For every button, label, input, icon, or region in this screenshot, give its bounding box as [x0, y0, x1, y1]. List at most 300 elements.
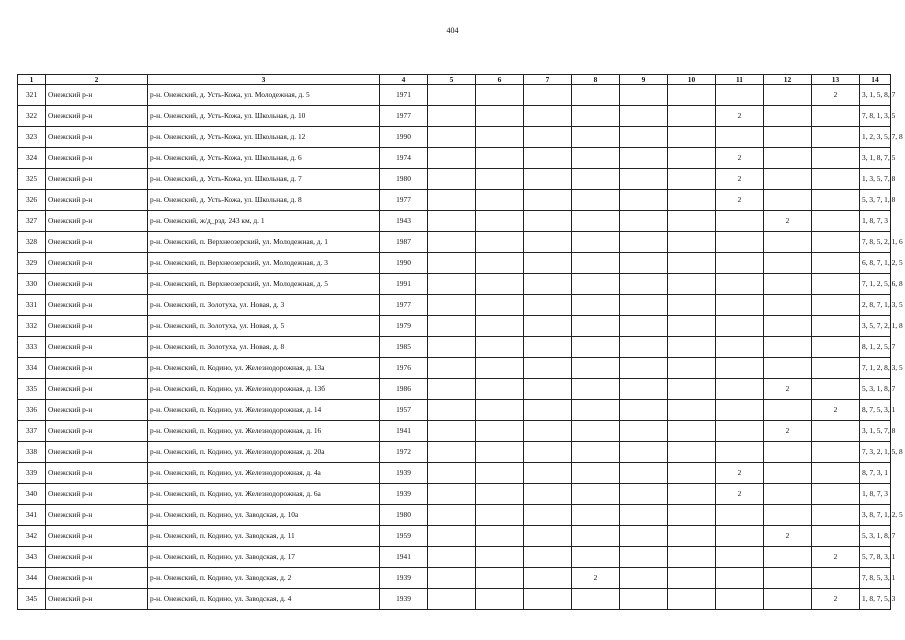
table-cell-col-13 [812, 463, 860, 484]
table-cell-col-10 [668, 106, 716, 127]
table-cell-col-9 [620, 463, 668, 484]
table-cell-col-3: р-н. Онежский, д. Усть-Кожа, ул. Школьная, д. 7 [148, 169, 380, 190]
table-cell-col-5 [428, 148, 476, 169]
table-cell-col-1: 324 [18, 148, 46, 169]
table-cell-col-7 [524, 253, 572, 274]
table-cell-col-5 [428, 358, 476, 379]
table-cell-col-8 [572, 358, 620, 379]
table-cell-col-14: 3, 5, 7, 2, 1, 8 [860, 316, 891, 337]
table-cell-col-11 [716, 253, 764, 274]
table-cell-col-13 [812, 316, 860, 337]
column-header-5: 5 [428, 75, 476, 85]
table-cell-col-12 [764, 169, 812, 190]
table-cell-col-14: 1, 2, 3, 5, 7, 8 [860, 127, 891, 148]
table-cell-col-8 [572, 337, 620, 358]
page-number: 404 [446, 26, 459, 35]
table-cell-col-8 [572, 421, 620, 442]
table-cell-col-1: 338 [18, 442, 46, 463]
table-cell-col-7 [524, 295, 572, 316]
table-cell-col-2: Онежский р-н [46, 400, 148, 421]
table-cell-col-12 [764, 232, 812, 253]
table-cell-col-9 [620, 526, 668, 547]
table-cell-col-9 [620, 295, 668, 316]
table-cell-col-2: Онежский р-н [46, 421, 148, 442]
table-cell-col-10 [668, 274, 716, 295]
table-row [18, 358, 891, 379]
table-cell-col-14: 3, 1, 8, 7, 5 [860, 148, 891, 169]
table-cell-col-9 [620, 253, 668, 274]
table-cell-col-3: р-н. Онежский, д. Усть-Кожа, ул. Школьная, д. 8 [148, 190, 380, 211]
table-cell-col-8 [572, 547, 620, 568]
table-cell-col-8 [572, 442, 620, 463]
column-header-4: 4 [380, 75, 428, 85]
table-cell-col-11 [716, 568, 764, 589]
table-cell-col-9 [620, 148, 668, 169]
table-cell-col-6 [476, 295, 524, 316]
table-cell-col-9 [620, 505, 668, 526]
table-cell-col-6 [476, 253, 524, 274]
table-cell-col-10 [668, 400, 716, 421]
table-cell-col-6 [476, 148, 524, 169]
table-cell-col-11 [716, 400, 764, 421]
table-cell-col-5 [428, 463, 476, 484]
table-cell-col-9 [620, 337, 668, 358]
table-cell-col-5 [428, 526, 476, 547]
table-cell-col-14: 8, 7, 3, 1 [860, 463, 891, 484]
table-cell-col-14: 1, 8, 7, 3 [860, 484, 891, 505]
table-cell-col-6 [476, 358, 524, 379]
table-cell-col-4: 1987 [380, 232, 428, 253]
table-cell-col-3: р-н. Онежский, д. Усть-Кожа, ул. Школьная, д. 10 [148, 106, 380, 127]
table-cell-col-8 [572, 274, 620, 295]
table-cell-col-2: Онежский р-н [46, 379, 148, 400]
table-cell-col-4: 1977 [380, 295, 428, 316]
table-row [18, 295, 891, 316]
table-cell-col-6 [476, 589, 524, 610]
table-row [18, 379, 891, 400]
table-cell-col-13 [812, 295, 860, 316]
table-cell-col-1: 330 [18, 274, 46, 295]
table-cell-col-3: р-н. Онежский, п. Золотуха, ул. Новая, д. 5 [148, 316, 380, 337]
column-header-13: 13 [812, 75, 860, 85]
column-header-12: 12 [764, 75, 812, 85]
table-cell-col-2: Онежский р-н [46, 232, 148, 253]
table-cell-col-7 [524, 169, 572, 190]
table-cell-col-9 [620, 127, 668, 148]
table-row [18, 148, 891, 169]
table-cell-col-1: 328 [18, 232, 46, 253]
table-cell-col-5 [428, 442, 476, 463]
table-cell-col-11 [716, 337, 764, 358]
table-cell-col-9 [620, 358, 668, 379]
table-cell-col-10 [668, 505, 716, 526]
table-cell-col-9 [620, 85, 668, 106]
table-cell-col-13 [812, 274, 860, 295]
table-cell-col-13 [812, 127, 860, 148]
table-cell-col-14: 8, 1, 2, 5, 7 [860, 337, 891, 358]
column-header-6: 6 [476, 75, 524, 85]
table-cell-col-8: 2 [572, 568, 620, 589]
table-row [18, 526, 891, 547]
table-cell-col-3: р-н. Онежский, д. Усть-Кожа, ул. Молодежная, д. 5 [148, 85, 380, 106]
table-cell-col-13: 2 [812, 547, 860, 568]
table-cell-col-6 [476, 337, 524, 358]
table-row [18, 337, 891, 358]
table-cell-col-1: 341 [18, 505, 46, 526]
table-cell-col-2: Онежский р-н [46, 442, 148, 463]
table-cell-col-12 [764, 295, 812, 316]
table-cell-col-1: 323 [18, 127, 46, 148]
table-cell-col-1: 340 [18, 484, 46, 505]
table-cell-col-13 [812, 337, 860, 358]
table-cell-col-9 [620, 442, 668, 463]
table-cell-col-11: 2 [716, 463, 764, 484]
table-row [18, 253, 891, 274]
table-cell-col-3: р-н. Онежский, п. Кодино, ул. Железнодорожная, д. 16 [148, 421, 380, 442]
table-cell-col-13: 2 [812, 85, 860, 106]
table-cell-col-7 [524, 274, 572, 295]
table-row [18, 169, 891, 190]
table-cell-col-1: 345 [18, 589, 46, 610]
column-header-1: 1 [18, 75, 46, 85]
table-cell-col-11 [716, 526, 764, 547]
table-cell-col-8 [572, 169, 620, 190]
table-cell-col-8 [572, 85, 620, 106]
table-cell-col-11 [716, 505, 764, 526]
table-cell-col-14: 1, 8, 7, 5, 3 [860, 589, 891, 610]
table-cell-col-11: 2 [716, 190, 764, 211]
table-cell-col-13 [812, 505, 860, 526]
table-cell-col-12: 2 [764, 211, 812, 232]
table-cell-col-13 [812, 190, 860, 211]
table-cell-col-4: 1972 [380, 442, 428, 463]
table-cell-col-5 [428, 295, 476, 316]
table-cell-col-1: 326 [18, 190, 46, 211]
table-row [18, 442, 891, 463]
table-cell-col-11 [716, 442, 764, 463]
table-cell-col-2: Онежский р-н [46, 505, 148, 526]
table-cell-col-1: 343 [18, 547, 46, 568]
table-cell-col-7 [524, 379, 572, 400]
table-body [18, 85, 903, 610]
table-row [18, 505, 891, 526]
column-header-11: 11 [716, 75, 764, 85]
table-cell-col-1: 336 [18, 400, 46, 421]
table-cell-col-11 [716, 358, 764, 379]
table-cell-col-11: 2 [716, 106, 764, 127]
table-cell-col-3: р-н. Онежский, ж/д_рзд. 243 км, д. 1 [148, 211, 380, 232]
table-cell-col-7 [524, 106, 572, 127]
column-header-8: 8 [572, 75, 620, 85]
table-cell-col-13 [812, 421, 860, 442]
table-cell-col-10 [668, 463, 716, 484]
table-cell-col-6 [476, 463, 524, 484]
table-cell-col-12 [764, 337, 812, 358]
table-cell-col-11 [716, 379, 764, 400]
table-cell-col-11 [716, 295, 764, 316]
table-cell-col-14: 5, 3, 1, 8, 7 [860, 526, 891, 547]
table-row [18, 463, 891, 484]
table-cell-col-3: р-н. Онежский, п. Кодино, ул. Железнодорожная, д. 6а [148, 484, 380, 505]
table-cell-col-3: р-н. Онежский, п. Золотуха, ул. Новая, д. 3 [148, 295, 380, 316]
table-cell-col-2: Онежский р-н [46, 106, 148, 127]
table-cell-col-2: Онежский р-н [46, 463, 148, 484]
table-cell-col-10 [668, 337, 716, 358]
table-cell-col-12 [764, 148, 812, 169]
table-cell-col-2: Онежский р-н [46, 358, 148, 379]
table-cell-col-13 [812, 232, 860, 253]
table-cell-col-1: 322 [18, 106, 46, 127]
table-cell-col-10 [668, 127, 716, 148]
table-cell-col-6 [476, 232, 524, 253]
table-row [18, 106, 891, 127]
table-cell-col-8 [572, 316, 620, 337]
table-cell-col-7 [524, 484, 572, 505]
table-cell-col-7 [524, 547, 572, 568]
table-cell-col-11 [716, 127, 764, 148]
table-cell-col-5 [428, 253, 476, 274]
table-cell-col-9 [620, 400, 668, 421]
table-cell-col-8 [572, 127, 620, 148]
table-cell-col-10 [668, 190, 716, 211]
table-row [18, 211, 891, 232]
table-cell-col-1: 335 [18, 379, 46, 400]
table-cell-col-4: 1957 [380, 400, 428, 421]
table-cell-col-4: 1977 [380, 190, 428, 211]
table-cell-col-1: 344 [18, 568, 46, 589]
column-header-2: 2 [46, 75, 148, 85]
column-header-10: 10 [668, 75, 716, 85]
table-cell-col-12: 2 [764, 379, 812, 400]
housing-registry-table [17, 74, 903, 610]
table-cell-col-2: Онежский р-н [46, 190, 148, 211]
table-cell-col-3: р-н. Онежский, п. Кодино, ул. Заводская, д. 10а [148, 505, 380, 526]
table-cell-col-6 [476, 316, 524, 337]
table-cell-col-13 [812, 442, 860, 463]
table-cell-col-4: 1941 [380, 421, 428, 442]
table-cell-col-13: 2 [812, 400, 860, 421]
table-cell-col-6 [476, 379, 524, 400]
table-cell-col-9 [620, 211, 668, 232]
table-cell-col-1: 337 [18, 421, 46, 442]
table-cell-col-6 [476, 211, 524, 232]
table-cell-col-4: 1980 [380, 169, 428, 190]
table-cell-col-1: 321 [18, 85, 46, 106]
table-cell-col-2: Онежский р-н [46, 127, 148, 148]
table-header [18, 75, 891, 85]
table-cell-col-11 [716, 232, 764, 253]
table-cell-col-9 [620, 379, 668, 400]
table-cell-col-7 [524, 505, 572, 526]
table-cell-col-12 [764, 190, 812, 211]
table-cell-col-10 [668, 358, 716, 379]
table-cell-col-8 [572, 106, 620, 127]
table-cell-col-2: Онежский р-н [46, 484, 148, 505]
table-cell-col-2: Онежский р-н [46, 526, 148, 547]
table-row [18, 589, 891, 610]
table-cell-col-10 [668, 421, 716, 442]
table-cell-col-7 [524, 85, 572, 106]
table-cell-col-3: р-н. Онежский, п. Золотуха, ул. Новая, д. 8 [148, 337, 380, 358]
table-cell-col-8 [572, 295, 620, 316]
table-cell-col-4: 1939 [380, 589, 428, 610]
table-cell-col-3: р-н. Онежский, п. Верхнеозерский, ул. Молодежная, д. 5 [148, 274, 380, 295]
table-cell-col-4: 1979 [380, 316, 428, 337]
table-cell-col-11 [716, 316, 764, 337]
table-cell-col-7 [524, 316, 572, 337]
table-cell-col-7 [524, 589, 572, 610]
table-cell-col-5 [428, 274, 476, 295]
table-cell-col-9 [620, 421, 668, 442]
table-cell-col-14: 1, 3, 5, 7, 8 [860, 169, 891, 190]
table-cell-col-1: 333 [18, 337, 46, 358]
table-cell-col-10 [668, 379, 716, 400]
table-cell-col-3: р-н. Онежский, п. Верхнеозерский, ул. Молодежная, д. 1 [148, 232, 380, 253]
table-cell-col-11 [716, 274, 764, 295]
table-cell-col-5 [428, 400, 476, 421]
table-cell-col-14: 1, 8, 7, 3 [860, 211, 891, 232]
table-cell-col-4: 1990 [380, 127, 428, 148]
table-cell-col-5 [428, 169, 476, 190]
header-row [18, 75, 891, 85]
table-cell-col-1: 327 [18, 211, 46, 232]
table-cell-col-8 [572, 463, 620, 484]
table-cell-col-13 [812, 484, 860, 505]
table-cell-col-6 [476, 547, 524, 568]
table-cell-col-10 [668, 253, 716, 274]
table-cell-col-6 [476, 526, 524, 547]
table-cell-col-5 [428, 568, 476, 589]
table-cell-col-14: 3, 1, 5, 7, 8 [860, 421, 891, 442]
table-cell-col-7 [524, 148, 572, 169]
table-row [18, 85, 891, 106]
table-cell-col-11 [716, 85, 764, 106]
table-cell-col-6 [476, 484, 524, 505]
table-cell-col-10 [668, 568, 716, 589]
table-cell-col-1: 331 [18, 295, 46, 316]
table-cell-col-10 [668, 295, 716, 316]
table-cell-col-5 [428, 421, 476, 442]
table-cell-col-1: 332 [18, 316, 46, 337]
column-header-14: 14 [860, 75, 891, 85]
table-cell-col-6 [476, 442, 524, 463]
table-cell-col-8 [572, 190, 620, 211]
table-cell-col-13 [812, 148, 860, 169]
table-cell-col-3: р-н. Онежский, п. Кодино, ул. Заводская, д. 11 [148, 526, 380, 547]
column-header-9: 9 [620, 75, 668, 85]
table-row [18, 568, 891, 589]
table-cell-col-14: 7, 1, 2, 8, 3, 5 [860, 358, 891, 379]
table-cell-col-4: 1939 [380, 463, 428, 484]
table-row [18, 400, 891, 421]
table-cell-col-12 [764, 253, 812, 274]
table-cell-col-8 [572, 253, 620, 274]
table-cell-col-14: 3, 8, 7, 1, 2, 5 [860, 505, 891, 526]
column-header-7: 7 [524, 75, 572, 85]
table-cell-col-10 [668, 211, 716, 232]
table-cell-col-3: р-н. Онежский, п. Кодино, ул. Железнодорожная, д. 14 [148, 400, 380, 421]
table-cell-col-13: 2 [812, 589, 860, 610]
table-cell-col-10 [668, 85, 716, 106]
table-cell-col-10 [668, 442, 716, 463]
table-cell-col-8 [572, 232, 620, 253]
table-cell-col-9 [620, 232, 668, 253]
table-cell-col-4: 1971 [380, 85, 428, 106]
table-cell-col-4: 1986 [380, 379, 428, 400]
table-cell-col-12 [764, 400, 812, 421]
table-cell-col-5 [428, 547, 476, 568]
table-cell-col-8 [572, 505, 620, 526]
table-row [18, 316, 891, 337]
table-cell-col-3: р-н. Онежский, п. Кодино, ул. Железнодорожная, д. 13а [148, 358, 380, 379]
table-cell-col-10 [668, 547, 716, 568]
table-cell-col-4: 1980 [380, 505, 428, 526]
table-cell-col-7 [524, 463, 572, 484]
table-cell-col-12 [764, 85, 812, 106]
table-cell-col-11 [716, 211, 764, 232]
table-cell-col-12 [764, 127, 812, 148]
table-cell-col-5 [428, 589, 476, 610]
table-cell-col-14: 5, 3, 1, 8, 7 [860, 379, 891, 400]
table-cell-col-12 [764, 106, 812, 127]
table-cell-col-5 [428, 484, 476, 505]
table-cell-col-2: Онежский р-н [46, 316, 148, 337]
table-cell-col-10 [668, 169, 716, 190]
table-cell-col-7 [524, 358, 572, 379]
table-cell-col-7 [524, 337, 572, 358]
table-cell-col-6 [476, 190, 524, 211]
table-cell-col-12 [764, 547, 812, 568]
table-cell-col-5 [428, 505, 476, 526]
table-cell-col-9 [620, 568, 668, 589]
table-cell-col-3: р-н. Онежский, д. Усть-Кожа, ул. Школьная, д. 6 [148, 148, 380, 169]
table-row [18, 232, 891, 253]
table-cell-col-14: 7, 3, 2, 1, 5, 8 [860, 442, 891, 463]
table-cell-col-12 [764, 358, 812, 379]
table-cell-col-14: 5, 3, 7, 1, 8 [860, 190, 891, 211]
table-cell-col-12 [764, 568, 812, 589]
table-cell-col-11 [716, 421, 764, 442]
table-cell-col-12: 2 [764, 526, 812, 547]
table-cell-col-4: 1976 [380, 358, 428, 379]
table-cell-col-7 [524, 232, 572, 253]
table-cell-col-14: 6, 8, 7, 1, 2, 5 [860, 253, 891, 274]
table-cell-col-9 [620, 190, 668, 211]
table-cell-col-7 [524, 442, 572, 463]
table-cell-col-6 [476, 127, 524, 148]
table-cell-col-4: 1939 [380, 484, 428, 505]
table-cell-col-2: Онежский р-н [46, 547, 148, 568]
table-cell-col-8 [572, 211, 620, 232]
table-cell-col-9 [620, 547, 668, 568]
table-cell-col-3: р-н. Онежский, п. Кодино, ул. Железнодорожная, д. 13б [148, 379, 380, 400]
table-cell-col-6 [476, 106, 524, 127]
table-cell-col-9 [620, 316, 668, 337]
table-cell-col-2: Онежский р-н [46, 337, 148, 358]
table-cell-col-12 [764, 484, 812, 505]
table-cell-col-14: 8, 7, 5, 3, 1 [860, 400, 891, 421]
table-cell-col-6 [476, 505, 524, 526]
table-cell-col-3: р-н. Онежский, д. Усть-Кожа, ул. Школьная, д. 12 [148, 127, 380, 148]
table-cell-col-12 [764, 274, 812, 295]
table-cell-col-6 [476, 274, 524, 295]
table-cell-col-9 [620, 589, 668, 610]
table-cell-col-3: р-н. Онежский, п. Кодино, ул. Железнодорожная, д. 20а [148, 442, 380, 463]
table-cell-col-7 [524, 127, 572, 148]
table-cell-col-2: Онежский р-н [46, 85, 148, 106]
table-cell-col-12 [764, 505, 812, 526]
table-cell-col-5 [428, 211, 476, 232]
